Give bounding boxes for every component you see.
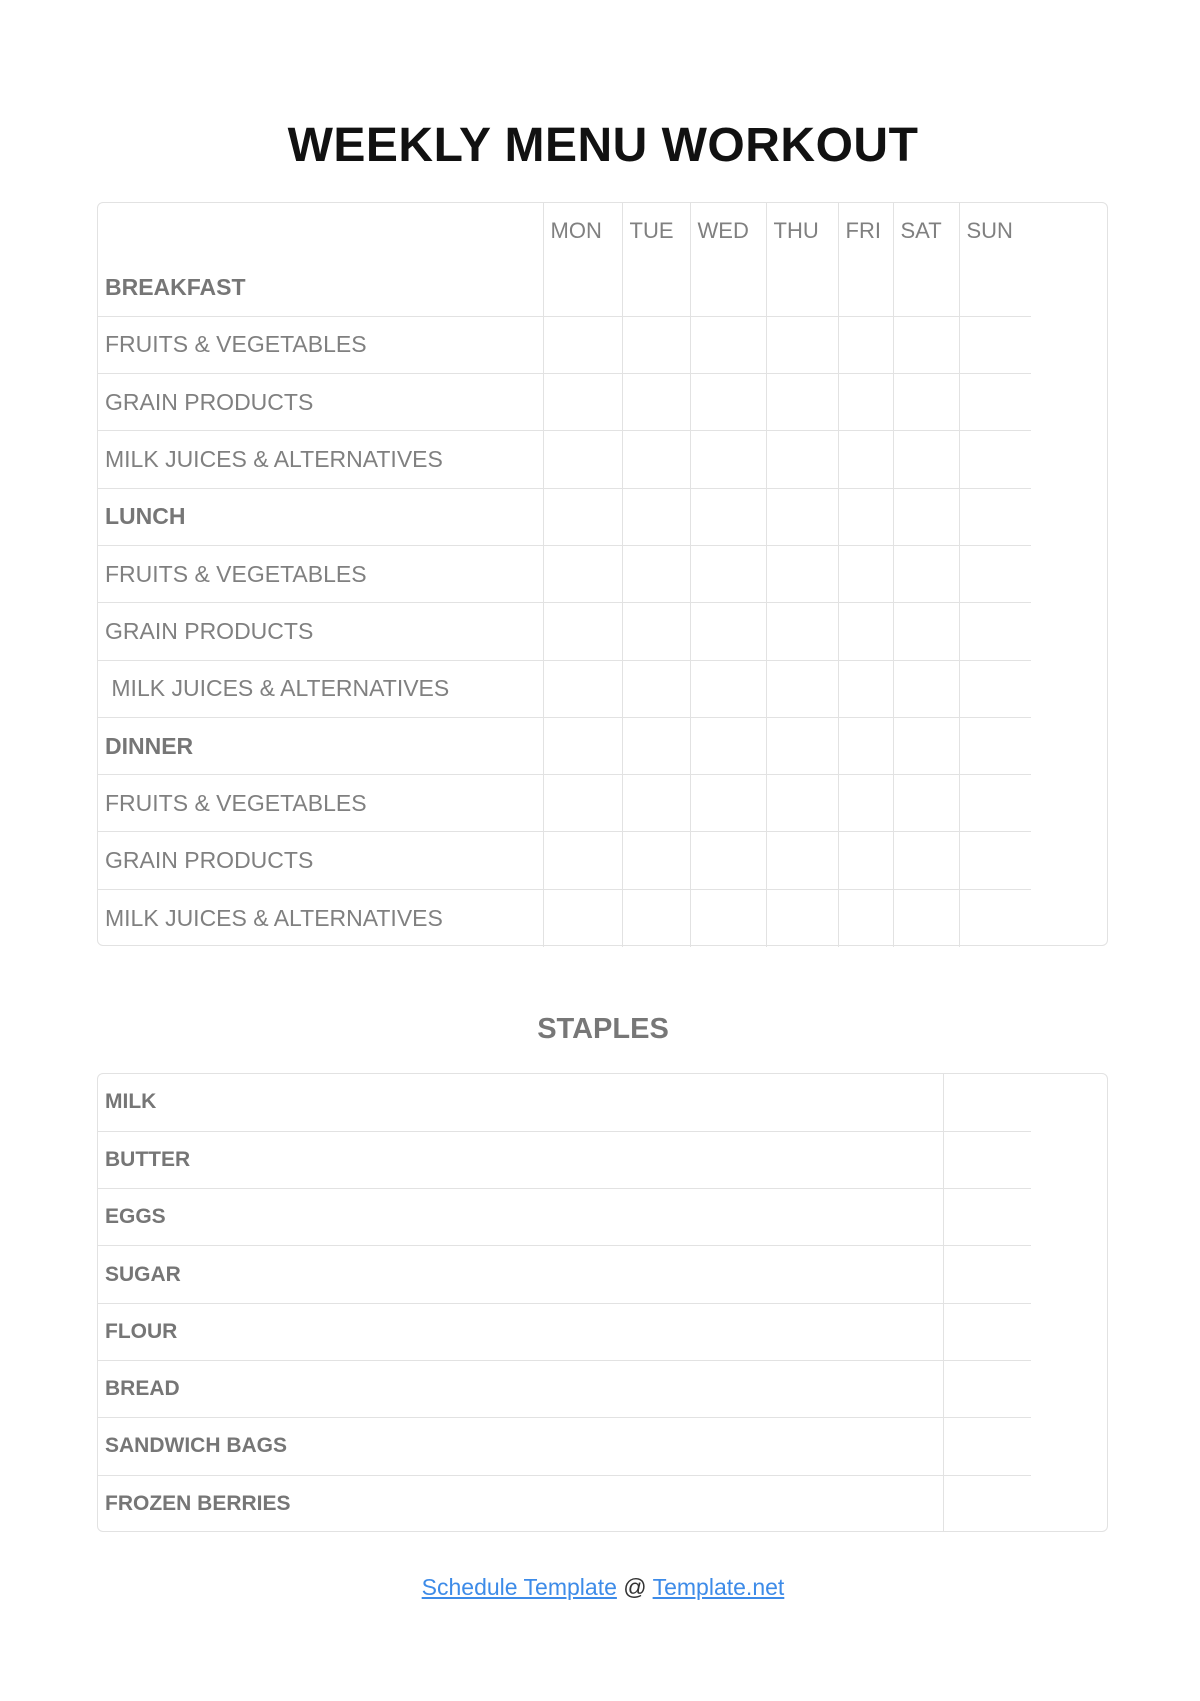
meal-label: LUNCH xyxy=(98,488,543,545)
menu-cell-thu[interactable] xyxy=(766,545,838,602)
staple-label: FLOUR xyxy=(98,1303,943,1360)
menu-cell-fri[interactable] xyxy=(838,832,893,889)
menu-cell-mon[interactable] xyxy=(543,603,622,660)
menu-cell-tue[interactable] xyxy=(622,717,690,774)
menu-row xyxy=(98,660,1031,717)
meal-label: DINNER xyxy=(98,717,543,774)
menu-cell-tue[interactable] xyxy=(622,259,690,316)
menu-cell-wed[interactable] xyxy=(690,603,766,660)
menu-cell-wed[interactable] xyxy=(690,660,766,717)
food-group-label: GRAIN PRODUCTS xyxy=(98,832,543,889)
menu-cell-thu[interactable] xyxy=(766,603,838,660)
menu-cell-sat[interactable] xyxy=(893,316,959,373)
menu-cell-sat[interactable] xyxy=(893,832,959,889)
staple-row xyxy=(98,1189,1031,1246)
menu-cell-wed[interactable] xyxy=(690,431,766,488)
menu-cell-tue[interactable] xyxy=(622,431,690,488)
food-group-label: MILK JUICES & ALTERNATIVES xyxy=(98,889,543,946)
weekly-menu-table xyxy=(97,202,1108,946)
staple-check-cell[interactable] xyxy=(943,1303,1031,1360)
food-group-label: FRUITS & VEGETABLES xyxy=(98,775,543,832)
staples-grid xyxy=(98,1074,1031,1532)
menu-cell-sun[interactable] xyxy=(959,488,1031,545)
menu-cell-sat[interactable] xyxy=(893,488,959,545)
menu-cell-tue[interactable] xyxy=(622,660,690,717)
menu-cell-tue[interactable] xyxy=(622,832,690,889)
menu-cell-sat[interactable] xyxy=(893,545,959,602)
footer-separator: @ xyxy=(616,1574,653,1600)
day-header-fri: FRI xyxy=(838,203,893,259)
staple-check-cell[interactable] xyxy=(943,1418,1031,1475)
menu-cell-mon[interactable] xyxy=(543,717,622,774)
header-corner-cell xyxy=(98,203,543,259)
food-group-label: FRUITS & VEGETABLES xyxy=(98,316,543,373)
menu-row xyxy=(98,775,1031,832)
day-header-mon: MON xyxy=(543,203,622,259)
staple-check-cell[interactable] xyxy=(943,1131,1031,1188)
staples-table xyxy=(97,1073,1108,1532)
menu-cell-wed[interactable] xyxy=(690,545,766,602)
menu-cell-mon[interactable] xyxy=(543,889,622,946)
staple-row xyxy=(98,1074,1031,1131)
staple-label: BREAD xyxy=(98,1360,943,1417)
menu-cell-wed[interactable] xyxy=(690,259,766,316)
menu-cell-thu[interactable] xyxy=(766,717,838,774)
menu-cell-fri[interactable] xyxy=(838,660,893,717)
footer xyxy=(0,1574,1200,1601)
menu-grid xyxy=(98,203,1031,947)
meal-label: BREAKFAST xyxy=(98,259,543,316)
menu-cell-sat[interactable] xyxy=(893,660,959,717)
menu-cell-wed[interactable] xyxy=(690,374,766,431)
day-header-wed: WED xyxy=(690,203,766,259)
menu-cell-mon[interactable] xyxy=(543,660,622,717)
menu-cell-fri[interactable] xyxy=(838,775,893,832)
menu-cell-mon[interactable] xyxy=(543,374,622,431)
menu-cell-thu[interactable] xyxy=(766,316,838,373)
staple-label: EGGS xyxy=(98,1189,943,1246)
menu-cell-sat[interactable] xyxy=(893,889,959,946)
food-group-label: GRAIN PRODUCTS xyxy=(98,603,543,660)
menu-cell-sat[interactable] xyxy=(893,374,959,431)
menu-cell-sun[interactable] xyxy=(959,717,1031,774)
food-group-label: MILK JUICES & ALTERNATIVES xyxy=(98,660,543,717)
menu-cell-mon[interactable] xyxy=(543,488,622,545)
menu-cell-sat[interactable] xyxy=(893,259,959,316)
day-header-sun: SUN xyxy=(966,218,1013,243)
food-group-label: GRAIN PRODUCTS xyxy=(98,374,543,431)
menu-cell-mon[interactable] xyxy=(543,259,622,316)
menu-cell-thu[interactable] xyxy=(766,488,838,545)
menu-row xyxy=(98,832,1031,889)
menu-cell-sun[interactable] xyxy=(959,374,1031,431)
staple-check-cell[interactable] xyxy=(943,1246,1031,1303)
menu-cell-fri[interactable] xyxy=(838,889,893,946)
menu-cell-tue[interactable] xyxy=(622,775,690,832)
menu-cell-sun[interactable] xyxy=(959,889,1031,946)
staple-row xyxy=(98,1418,1031,1475)
menu-cell-thu[interactable] xyxy=(766,431,838,488)
menu-cell-tue[interactable] xyxy=(622,488,690,545)
menu-row xyxy=(98,889,1031,946)
menu-cell-wed[interactable] xyxy=(690,717,766,774)
menu-cell-wed[interactable] xyxy=(690,775,766,832)
menu-cell-thu[interactable] xyxy=(766,832,838,889)
menu-cell-mon[interactable] xyxy=(543,545,622,602)
staple-row xyxy=(98,1246,1031,1303)
menu-cell-sun[interactable] xyxy=(959,545,1031,602)
menu-row xyxy=(98,603,1031,660)
menu-cell-thu[interactable] xyxy=(766,374,838,431)
menu-row xyxy=(98,259,1031,316)
menu-cell-fri[interactable] xyxy=(838,374,893,431)
menu-cell-sun[interactable] xyxy=(959,660,1031,717)
day-header-tue: TUE xyxy=(622,203,690,259)
menu-cell-tue[interactable] xyxy=(622,374,690,431)
page-title: WEEKLY MENU WORKOUT xyxy=(287,119,919,172)
menu-row xyxy=(98,488,1031,545)
menu-cell-sun[interactable] xyxy=(959,775,1031,832)
menu-cell-thu[interactable] xyxy=(766,259,838,316)
menu-cell-fri[interactable] xyxy=(838,603,893,660)
menu-cell-wed[interactable] xyxy=(690,316,766,373)
menu-cell-sun[interactable] xyxy=(959,603,1031,660)
staple-label: FROZEN BERRIES xyxy=(98,1475,943,1532)
menu-cell-tue[interactable] xyxy=(622,316,690,373)
menu-cell-mon[interactable] xyxy=(543,832,622,889)
menu-cell-tue[interactable] xyxy=(622,545,690,602)
menu-row xyxy=(98,431,1031,488)
staple-check-cell[interactable] xyxy=(943,1189,1031,1246)
menu-cell-fri[interactable] xyxy=(838,431,893,488)
staple-row xyxy=(98,1475,1031,1532)
menu-cell-tue[interactable] xyxy=(622,603,690,660)
staple-row xyxy=(98,1303,1031,1360)
menu-cell-mon[interactable] xyxy=(543,775,622,832)
menu-cell-sat[interactable] xyxy=(893,775,959,832)
header-row xyxy=(98,203,1031,259)
menu-cell-thu[interactable] xyxy=(766,889,838,946)
staple-check-cell[interactable] xyxy=(943,1074,1031,1131)
template-net-link[interactable]: Template.net xyxy=(652,1574,785,1600)
menu-cell-fri[interactable] xyxy=(838,259,893,316)
staple-row xyxy=(98,1131,1031,1188)
menu-cell-thu[interactable] xyxy=(766,660,838,717)
menu-cell-sat[interactable] xyxy=(893,431,959,488)
staple-label: BUTTER xyxy=(98,1131,943,1188)
staple-check-cell[interactable] xyxy=(943,1475,1031,1532)
menu-cell-fri[interactable] xyxy=(838,717,893,774)
menu-cell-sun[interactable] xyxy=(959,316,1031,373)
day-header-thu: THU xyxy=(766,203,838,259)
menu-row xyxy=(98,316,1031,373)
menu-cell-thu[interactable] xyxy=(766,775,838,832)
schedule-template-link[interactable]: Schedule Template xyxy=(421,1574,617,1600)
menu-cell-wed[interactable] xyxy=(690,488,766,545)
staples-title: STAPLES xyxy=(537,1013,669,1045)
food-group-label: MILK JUICES & ALTERNATIVES xyxy=(98,431,543,488)
menu-cell-tue[interactable] xyxy=(622,889,690,946)
menu-cell-mon[interactable] xyxy=(543,316,622,373)
staple-label: SANDWICH BAGS xyxy=(98,1418,943,1475)
menu-cell-sun[interactable] xyxy=(959,259,1031,316)
menu-cell-wed[interactable] xyxy=(690,832,766,889)
staple-label: SUGAR xyxy=(98,1246,943,1303)
menu-cell-fri[interactable] xyxy=(838,316,893,373)
staple-row xyxy=(98,1360,1031,1417)
day-header-sat: SAT xyxy=(893,203,959,259)
staple-label: MILK xyxy=(98,1074,943,1131)
menu-cell-sat[interactable] xyxy=(893,603,959,660)
staple-check-cell[interactable] xyxy=(943,1360,1031,1417)
menu-cell-sun[interactable] xyxy=(959,431,1031,488)
menu-cell-sat[interactable] xyxy=(893,717,959,774)
menu-cell-wed[interactable] xyxy=(690,889,766,946)
menu-row xyxy=(98,374,1031,431)
menu-row xyxy=(98,545,1031,602)
menu-cell-fri[interactable] xyxy=(838,488,893,545)
menu-cell-fri[interactable] xyxy=(838,545,893,602)
menu-cell-mon[interactable] xyxy=(543,431,622,488)
menu-row xyxy=(98,717,1031,774)
food-group-label: FRUITS & VEGETABLES xyxy=(98,545,543,602)
menu-cell-sun[interactable] xyxy=(959,832,1031,889)
